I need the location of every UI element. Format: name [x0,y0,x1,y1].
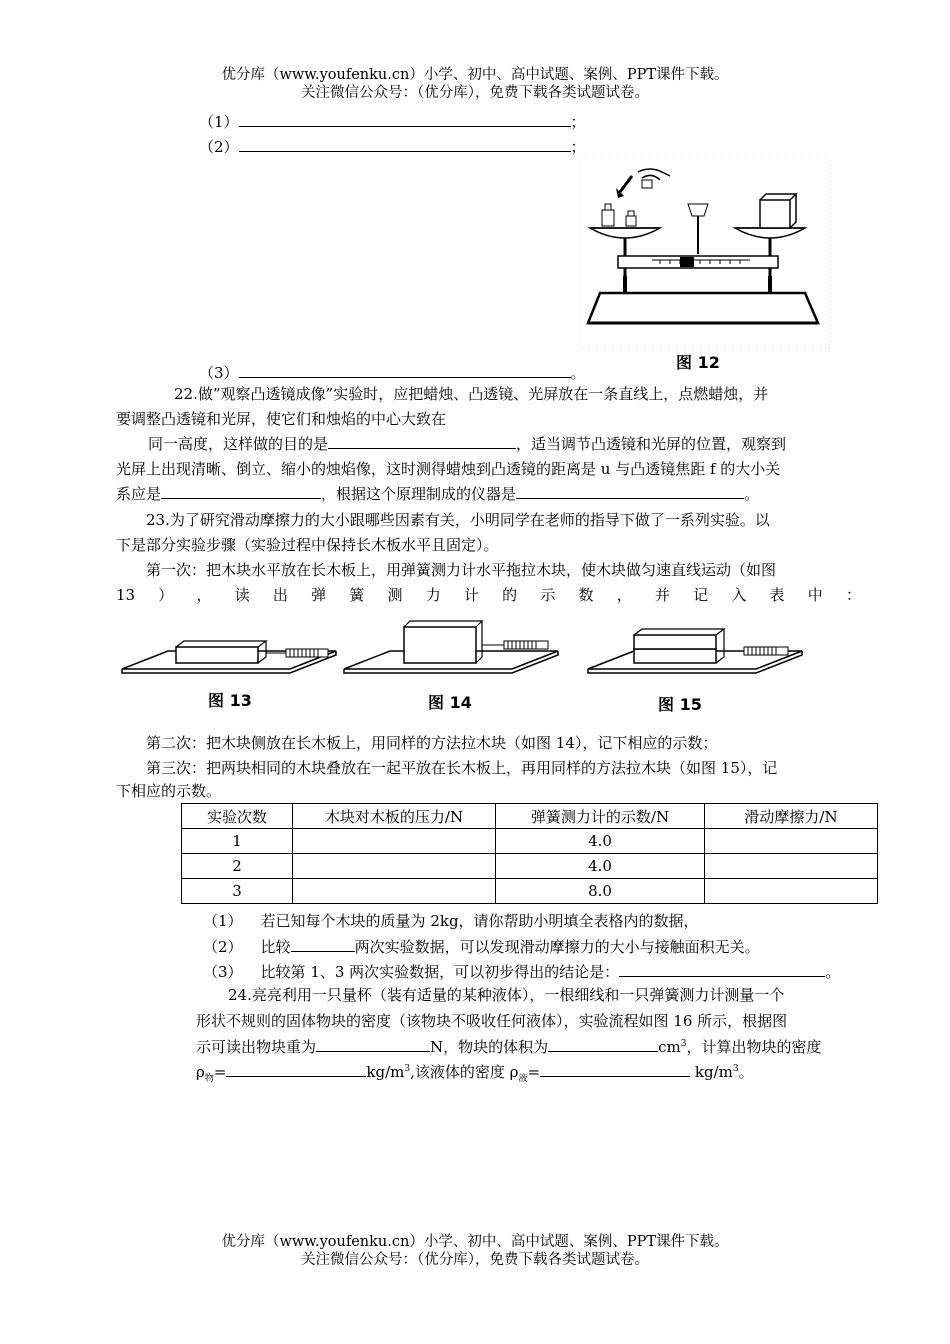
table-cell-blank[interactable] [293,879,496,904]
figure-14-caption: 图 14 [428,693,472,712]
figure-15-caption: 图 15 [658,695,702,714]
table-cell: 2 [182,854,293,879]
q22-line-2: 要调整凸透镜和光屏，使它们和烛焰的中心大致在 [116,410,447,428]
footer-line-1: 优分库（www.youfenku.cn）小学、初中、高中试题、案例、PPT课件下载。 [221,1234,729,1250]
figure-14-drawing [344,621,558,673]
q22-line-3: 同一高度，这样做的目的是 ，适当调节凸透镜和光屏的位置，观察到 [148,432,893,456]
table-cell-blank[interactable] [705,879,878,904]
table-cell-blank[interactable] [705,854,878,879]
q24-line-3: 示可读出物块重为 N，物块的体积为 $cm^3$，计算出物块的密度 [196,1035,822,1057]
table-cell: 4.0 [496,854,705,879]
q22-line-4: 光屏上出现清晰、倒立、缩小的烛焰像，这时测得蜡烛到凸透镜的距离是 u 与凸透镜焦距 f 的大小关 [116,460,781,478]
table-row [182,854,878,879]
table-cell: 3 [182,879,293,904]
table-header: 实验次数 [182,804,293,829]
q23-step-1a: 第一次：把木块水平放在长木板上，用弹簧测力计水平拖拉木块，使木块做匀速直线运动（如图 [146,561,777,579]
q23-sub-3: （3） 比较第 1、3 两次实验数据，可以初步得出的结论是： 。 [203,960,840,982]
q24-line-1: 24.亮亮利用一只量杯（装有适量的某种液体），一根细线和一只弹簧测力计测量一个 [228,986,785,1004]
figure-12-caption: 图 12 [676,353,720,372]
q23-step-3b: 下相应的示数。 [116,782,222,800]
figure-13-drawing [122,641,336,673]
q24-line-2: 形状不规则的固体物块的密度（该物块不吸收任何液体），实验流程如图 16 所示，根据图 [196,1012,788,1030]
q21-item-1: （1） ； [199,110,586,132]
table-header-row [182,804,878,829]
table-cell: 4.0 [496,829,705,854]
footer-line-2: 关注微信公众号：（优分库），免费下载各类试题试卷。 [301,1252,649,1268]
figure-15-drawing [588,629,802,673]
q23-sub-1: （1） 若已知每个木块的质量为 2kg，请你帮助小明填全表格内的数据， [203,912,699,930]
q23-sub-2: （2） 比较 两次实验数据，可以发现滑动摩擦力的大小与接触面积无关。 [203,935,760,957]
table-cell: 1 [182,829,293,854]
table-cell-blank[interactable] [293,854,496,879]
figure-12-balance [580,158,830,373]
q23-step-3a: 第三次：把两块相同的木块叠放在一起平放在长木板上，再用同样的方法拉木块（如图 15），记 [146,759,778,777]
table-row [182,879,878,904]
experiment-table [181,803,878,904]
table-cell-blank[interactable] [705,829,878,854]
q22-line-1: 22.做”观察凸透镜成像”实验时，应把蜡烛、凸透镜、光屏放在一条直线上，点燃蜡烛，并 [174,385,769,403]
table-cell-blank[interactable] [293,829,496,854]
q23-step-1b: 13 ） ， 读 出 弹 簧 测 力 计 的 示 数 ， 并 记 入 表 中 ： [116,586,861,604]
q24-line-4: $\rho_物= kg/m^3$,该液体的密度 $\rho_液= kg/m^3$。 [196,1060,754,1084]
header-line-1: 优分库（www.youfenku.cn）小学、初中、高中试题、案例、PPT课件下载。 [221,67,729,83]
figure-13-caption: 图 13 [208,691,252,710]
q23-line-2: 下是部分实验步骤（实验过程中保持长木板水平且固定）。 [116,536,499,554]
q21-item-3: （3） 。 [199,361,586,383]
q23-step-2: 第二次：把木块侧放在长木板上，用同样的方法拉木块（如图 14），记下相应的示数； [146,734,718,752]
q23-line-1: 23.为了研究滑动摩擦力的大小跟哪些因素有关，小明同学在老师的指导下做了一系列实验。以 [146,511,770,529]
table-header: 滑动摩擦力/N [705,804,878,829]
table-header: 木块对木板的压力/N [293,804,496,829]
table-header: 弹簧测力计的示数/N [496,804,705,829]
q22-line-5: 系应是 ，根据这个原理制成的仪器是 。 [116,482,861,506]
header-line-2: 关注微信公众号：（优分库），免费下载各类试题试卷。 [301,85,649,101]
table-cell: 8.0 [496,879,705,904]
q21-item-2: （2） ； [199,135,586,157]
table-row [182,829,878,854]
